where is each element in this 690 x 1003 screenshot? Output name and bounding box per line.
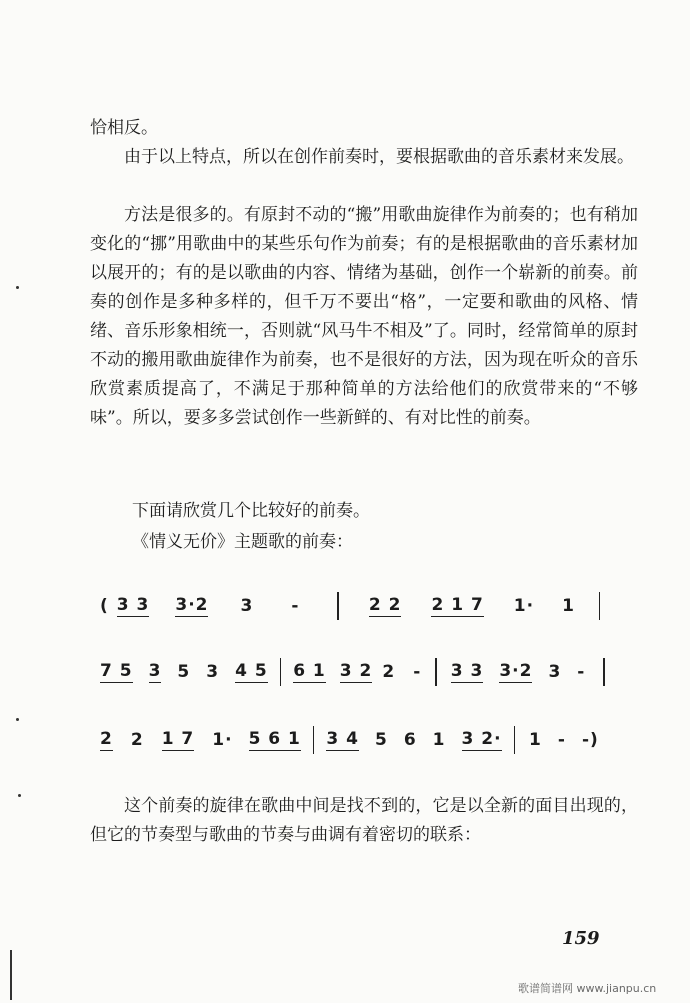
bar-line [603, 658, 605, 686]
score-row-3 [100, 720, 640, 760]
text-line-0: 恰相反。 [90, 118, 158, 138]
score-note: - [413, 662, 422, 682]
score-note: ( [100, 596, 109, 616]
score-note: 3·2 [499, 661, 533, 681]
score-note: 6 1 [293, 661, 326, 681]
score-note: 5 [374, 730, 388, 750]
bar-line [599, 592, 601, 620]
score-note: - [291, 596, 300, 616]
score-note: - [577, 662, 586, 682]
score-note: 1 7 [161, 729, 195, 749]
score-note: 1 [562, 596, 575, 616]
score-note: 3 3 [116, 595, 150, 615]
score-row-2 [100, 652, 640, 692]
score-note: 6 [403, 730, 417, 750]
score-note: 1· [513, 596, 535, 616]
paragraph-4: 《情义无价》主题歌的前奏： [132, 532, 353, 552]
score-note: -) [581, 730, 599, 750]
score-note: 2 [130, 730, 144, 750]
bar-line [514, 726, 516, 754]
score-note: 3 [148, 661, 162, 681]
score-note: 4 5 [235, 661, 268, 681]
score-note: 2 [382, 662, 396, 682]
score-note: 3 [240, 596, 254, 616]
score-row-1 [100, 586, 640, 626]
margin-mark [18, 794, 21, 797]
margin-mark [16, 286, 19, 289]
score-note: 1 [529, 730, 542, 750]
paragraph-2: 方法是很多的。有原封不动的“搬”用歌曲旋律作为前奏的；也有稍加变化的“挪”用歌曲中的某些乐句作为前奏；有的是根据歌曲的音乐素材加以展开的；有的是以歌曲的内容、情绪为基础，创作一个崭新的前奏。前奏的创作是多种多样的，但千万不要出“格”，一定要和歌曲的风格、情绪、音乐形象相统一，否则就“风马牛不相及”了。同时，经常简单的原封不动的搬用歌曲旋律作为前奏，也不是很好的方法，因为现在听众的音乐欣赏素质提高了，不满足于那种简单的方法给他们的欣赏带来的“不够味”。所以，要多多尝试创作一些新鲜的、有对比性的前奏。 [90, 205, 638, 428]
bar-line [280, 658, 282, 686]
score-note: 3 2· [461, 729, 502, 749]
score-note: 2 [100, 729, 113, 749]
score-note: 3 [548, 662, 562, 682]
bar-line [337, 592, 339, 620]
score-note: 3 4 [326, 729, 359, 749]
score-note: 5 6 1 [248, 729, 301, 749]
score-note: 3·2 [175, 595, 209, 615]
score-note: 1 [432, 730, 446, 750]
watermark: 歌谱简谱网 www.jianpu.cn [518, 982, 657, 995]
paragraph-3: 下面请欣赏几个比较好的前奏。 [132, 501, 370, 521]
score-note: 7 5 [100, 661, 133, 681]
paragraph-5: 这个前奏的旋律在歌曲中间是找不到的，它是以全新的面目出现的，但它的节奏型与歌曲的节奏与曲调有着密切的联系： [90, 796, 638, 845]
score-note: 1· [212, 730, 233, 750]
score-note: - [557, 730, 566, 750]
score-note: 2 2 [368, 595, 402, 615]
scan-edge [10, 950, 12, 1000]
page-number: 159 [562, 928, 600, 949]
paragraph-1: 由于以上特点，所以在创作前奏时，要根据歌曲的音乐素材来发展。 [124, 147, 634, 167]
bar-line [313, 726, 315, 754]
score-note: 2 1 7 [431, 595, 484, 615]
bar-line [435, 658, 437, 686]
score-note: 3 3 [450, 661, 484, 681]
score-note: 5 [177, 662, 191, 682]
score-note: 3 [206, 662, 220, 682]
margin-mark [16, 718, 19, 721]
score-note: 3 2 [339, 661, 373, 681]
